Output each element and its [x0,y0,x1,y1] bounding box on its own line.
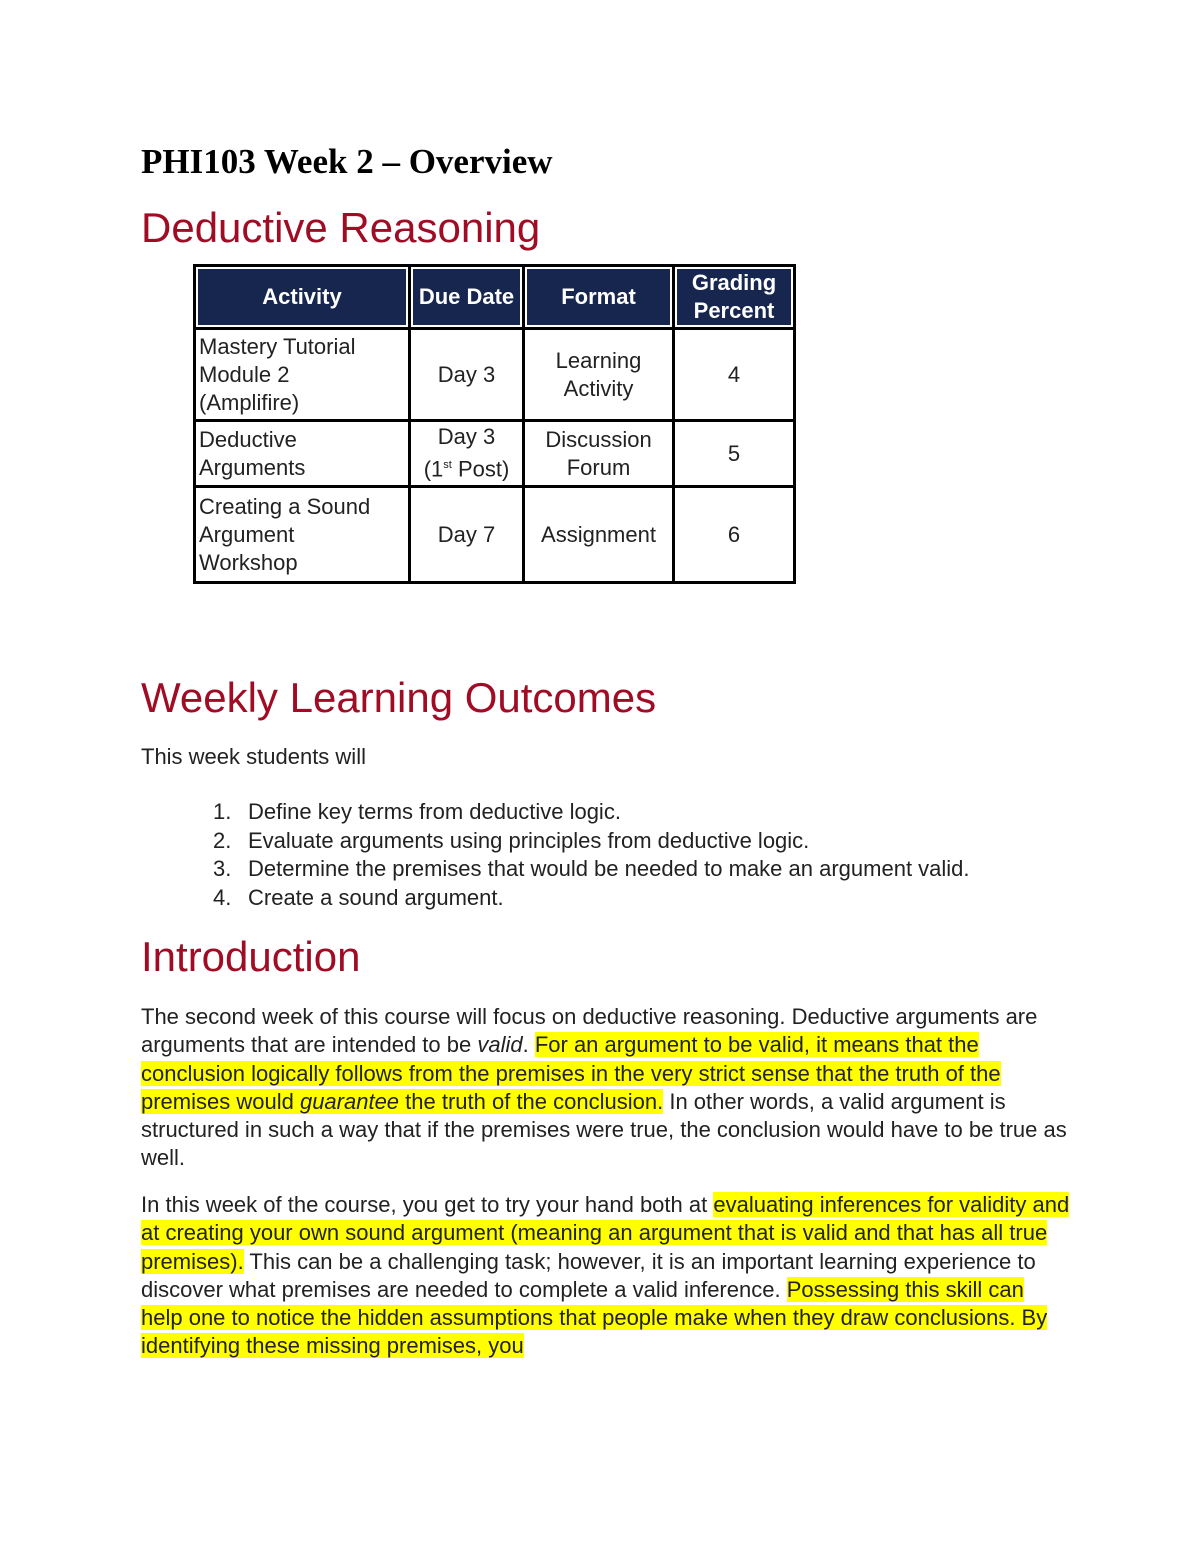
cell-format: Learning Activity [524,329,674,421]
cell-percent: 6 [674,487,795,583]
cell-percent: 5 [674,421,795,487]
outcomes-list [141,798,970,912]
cell-format: Assignment [524,487,674,583]
table-row [195,421,795,487]
cell-activity: Mastery Tutorial Module 2 (Amplifire) [195,329,410,421]
highlighted-text: Possessing this skill can help one to notice the hidden assumptions that people make when they draw conclusions. By identifying these missing premises, you [141,1276,1048,1359]
header-due-date: Due Date [410,266,524,329]
cell-percent: 4 [674,329,795,421]
deductive-reasoning-heading: Deductive Reasoning [141,204,541,251]
list-item: 1. Define key terms from deductive logic. [213,799,621,824]
cell-due-date: Day 3 (1st Post) [410,421,524,487]
list-item: 4. Create a sound argument. [213,884,504,910]
cell-due-date: Day 3 [410,329,524,421]
intro-paragraph-1: The second week of this course will focus on deductive reasoning. Deductive arguments are arguments that are intended to be valid. For an argument to be valid, it means that the conclusion logically follows from the premises in the very strict sense that the truth of the premises would guarantee the truth of the conclusion. In other words, a valid argument is structured in such a way that if the premises were true, the conclusion would have to be true as well. [141,1004,1067,1171]
intro-paragraph-2: In this week of the course, you get to try your hand both at evaluating inferences for validity and at creating your own sound argument (meaning an argument that is valid and that has all true premises). This can be a challenging task; however, it is an important learning experience to discover what premises are needed to complete a valid inference. Possessing this skill can help one to notice the hidden assumptions that people make when they draw conclusions. By identifying these missing premises, you [141,1192,1070,1359]
cell-activity: Deductive Arguments [195,421,410,487]
table-row [195,487,795,583]
highlighted-text: evaluating inferences for validity and at creating your own sound argument (meaning an argument that is valid and that has all true premises). [141,1192,1070,1274]
weekly-learning-outcomes-heading: Weekly Learning Outcomes [141,674,657,721]
list-item: 3. Determine the premises that would be needed to make an argument valid. [213,856,970,882]
activity-table [193,264,796,584]
page-title: PHI103 Week 2 – Overview [141,142,553,181]
header-activity: Activity [195,266,410,329]
header-grading-percent: Grading Percent [674,266,795,329]
table-row [195,329,795,421]
cell-due-date: Day 7 [410,487,524,583]
highlighted-text: For an argument to be valid, it means that the conclusion logically follows from the premises in the very strict sense that the truth of the premises would guarantee the truth of the conclusion. [141,1032,1001,1114]
header-format: Format [524,266,674,329]
cell-activity: Creating a Sound Argument Workshop [195,487,410,583]
list-item: 2. Evaluate arguments using principles from deductive logic. [213,827,810,853]
cell-format: Discussion Forum [524,421,674,487]
outcomes-intro: This week students will [141,744,366,769]
table-header-row [195,266,795,329]
introduction-heading: Introduction [141,933,361,980]
